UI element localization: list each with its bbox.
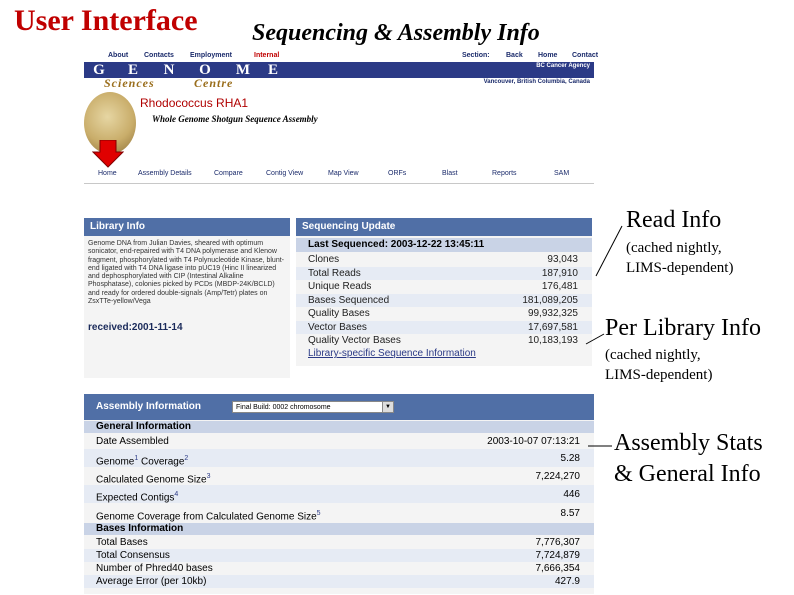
asm-label: Expected Contigs$^4$ xyxy=(96,491,179,504)
section-link-contact[interactable]: Contact xyxy=(572,52,599,59)
nav-map-view[interactable]: Map View xyxy=(328,170,359,177)
top-link-about[interactable]: About xyxy=(108,52,129,59)
top-link-contacts[interactable]: Contacts xyxy=(144,52,174,59)
seq-label: Bases Sequenced xyxy=(308,294,390,306)
nav-compare[interactable]: Compare xyxy=(214,170,243,177)
seq-label: Vector Bases xyxy=(308,321,367,333)
asm-value: 7,724,879 xyxy=(535,550,580,561)
footnote-link[interactable]: 3 xyxy=(206,473,211,480)
sequencing-update-header: Sequencing Update xyxy=(296,218,592,236)
nav-blast[interactable]: Blast xyxy=(442,170,458,177)
annotation-read-info-sub2: LIMS-dependent) xyxy=(626,260,734,276)
seq-value: 176,481 xyxy=(541,281,578,292)
general-info-header: General Information xyxy=(84,421,594,433)
asm-value: 7,224,270 xyxy=(535,471,580,482)
slide-title: User Interface xyxy=(14,4,198,37)
banner-letter-n: N xyxy=(163,62,175,78)
seq-label: Quality Bases xyxy=(308,308,370,319)
seq-label: Clones xyxy=(308,254,340,265)
asm-value: 5.28 xyxy=(560,453,580,464)
footnote-link[interactable]: 1 xyxy=(134,455,139,462)
asm-value: 446 xyxy=(563,489,580,500)
annotation-line-library-info xyxy=(586,334,604,344)
seq-label: Total Reads xyxy=(308,267,361,279)
footnote-link[interactable]: 5 xyxy=(316,510,321,517)
asm-value: 7,666,354 xyxy=(535,563,580,574)
annotation-library-info-sub1: (cached nightly, xyxy=(605,347,701,363)
seq-label: Unique Reads xyxy=(308,281,372,292)
asm-value: 427.9 xyxy=(554,576,580,587)
library-sequence-link[interactable]: Library-specific Sequence Information xyxy=(308,348,476,359)
top-link-internal[interactable]: Internal xyxy=(254,52,280,59)
assembly-title: Whole Genome Shotgun Sequence Assembly xyxy=(152,114,318,124)
banner-letter-m: M xyxy=(235,62,251,78)
organism-name: Rhodococcus RHA1 xyxy=(140,96,249,110)
agency-name: BC Cancer Agency xyxy=(536,63,590,69)
section-label: Section: xyxy=(462,52,490,59)
banner-letter-o: O xyxy=(199,62,211,78)
nav-orfs[interactable]: ORFs xyxy=(388,170,407,177)
asm-label: Calculated Genome Size$^3$ xyxy=(96,473,211,486)
annotation-read-info: Read Info xyxy=(626,207,722,233)
nav-sam[interactable]: SAM xyxy=(554,170,570,177)
nav-contig-view[interactable]: Contig View xyxy=(266,170,304,177)
asm-label: Number of Phred40 bases xyxy=(96,563,213,574)
section-link-back[interactable]: Back xyxy=(506,52,523,59)
top-link-employment[interactable]: Employment xyxy=(190,52,233,59)
chevron-down-icon[interactable]: ▼ xyxy=(382,402,393,412)
location-text: Vancouver, British Columbia, Canada xyxy=(483,79,590,85)
asm-label: Genome Coverage from Calculated Genome Size$^5$ xyxy=(96,510,321,523)
nav-reports[interactable]: Reports xyxy=(492,170,517,177)
asm-value: 7,776,307 xyxy=(535,537,580,548)
annotation-library-info-sub2: LIMS-dependent) xyxy=(605,367,713,383)
assembly-info-title: Assembly Information xyxy=(96,401,202,412)
nav-assembly-details[interactable]: Assembly Details xyxy=(138,170,192,177)
annotation-assembly-stats: Assembly Stats xyxy=(614,430,763,456)
seq-label: Quality Vector Bases xyxy=(308,335,401,346)
last-sequenced: Last Sequenced: 2003-12-22 13:45:11 xyxy=(296,238,592,252)
centre-text: Centre xyxy=(194,76,234,90)
annotation-read-info-sub1: (cached nightly, xyxy=(626,240,722,256)
library-received: received:2001-11-14 xyxy=(88,322,183,333)
bases-info-header: Bases Information xyxy=(84,523,594,535)
library-info-header: Library Info xyxy=(84,218,290,236)
banner-letter-e: E xyxy=(127,62,138,78)
seq-value: 181,089,205 xyxy=(522,294,578,306)
seq-value: 187,910 xyxy=(541,267,578,279)
sciences-text: Sciences xyxy=(104,76,155,90)
nav-home[interactable]: Home xyxy=(98,170,117,177)
asm-value: 8.57 xyxy=(560,508,580,519)
banner-letter-e2: E xyxy=(267,62,278,78)
slide-subtitle: Sequencing & Assembly Info xyxy=(252,20,540,46)
banner-letter-g: G xyxy=(93,62,105,78)
seq-value: 17,697,581 xyxy=(527,321,578,333)
asm-label: Average Error (per 10kb) xyxy=(96,576,207,587)
annotation-library-info: Per Library Info xyxy=(605,315,761,341)
seq-value: 10,183,193 xyxy=(527,335,578,346)
seq-value: 99,932,325 xyxy=(527,308,578,319)
asm-label: Genome$^1$ Coverage$^2$ xyxy=(96,455,189,468)
asm-value: 2003-10-07 07:13:21 xyxy=(487,436,580,447)
section-link-home[interactable]: Home xyxy=(538,52,558,59)
asm-label: Total Bases xyxy=(96,537,148,548)
assembly-build-value: Final Build: 0002 chromosome xyxy=(236,404,331,411)
library-description: Genome DNA from Julian Davies, sheared with optimum sonicator, end-repaired with T4 DNA polymerase and Klenow fragment, phosphorylated with T4 Polynucleotide Kinase, blunt-end ligated with T4 DNA ligase into pUC19 (Hinc II linearized and dephosphorylated with CIP (Intestinal Alkaline Phosphatase), colonies picked by PCDs (MBDP-24K/BCLD) and ready for ordered double-signals (Amp/Tetr) plates on ZsxTTe-yellow/Vega xyxy=(88,240,284,306)
footnote-link[interactable]: 4 xyxy=(174,491,179,498)
asm-label: Total Consensus xyxy=(96,550,170,561)
asm-label: Date Assembled xyxy=(96,436,169,447)
annotation-general-info: & General Info xyxy=(614,461,761,487)
annotation-line-read-info xyxy=(596,226,622,276)
seq-value: 93,043 xyxy=(547,254,578,265)
footnote-link[interactable]: 2 xyxy=(184,455,189,462)
